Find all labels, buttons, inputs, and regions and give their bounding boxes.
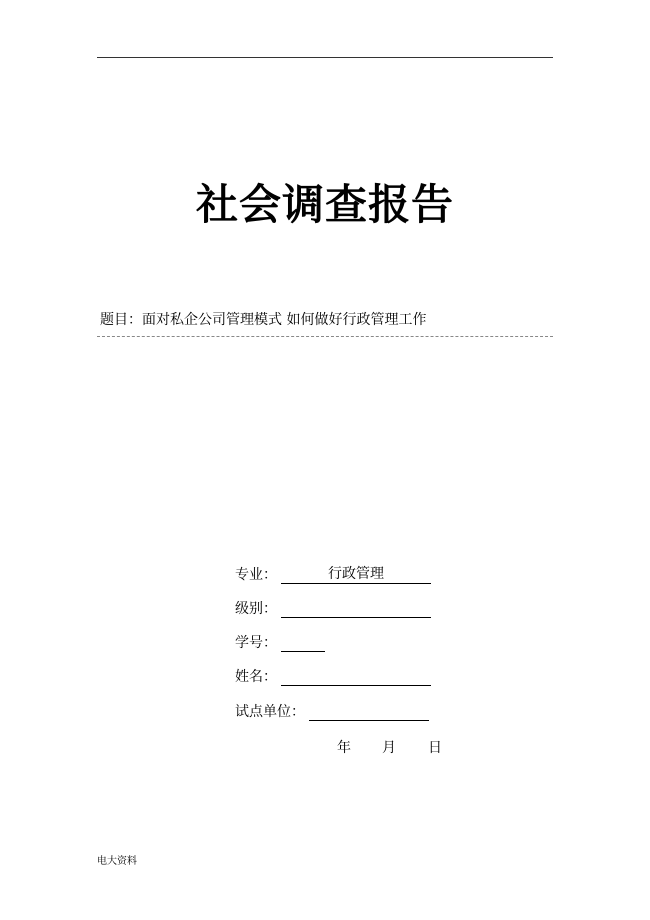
date-day: 日: [428, 740, 442, 756]
unit-label: 试点单位：: [235, 704, 305, 720]
major-value: 行政管理: [281, 565, 431, 584]
date-year: 年: [337, 740, 351, 756]
topic-line: [100, 309, 426, 329]
name-field: [235, 666, 431, 686]
student-id-value: [281, 633, 325, 652]
major-label: 专业：: [235, 567, 277, 583]
name-value: [281, 667, 431, 686]
unit-field: [235, 701, 429, 721]
topic-divider: [97, 336, 553, 337]
date-month: 月: [382, 740, 396, 756]
grade-label: 级别：: [235, 601, 277, 617]
name-label: 姓名：: [235, 669, 277, 685]
unit-value: [309, 702, 429, 721]
topic-text: 面对私企公司管理模式 如何做好行政管理工作: [142, 312, 427, 328]
major-field: [235, 564, 431, 584]
student-id-field: [235, 632, 325, 652]
top-divider: [97, 57, 553, 58]
report-title: 社会调查报告: [195, 180, 454, 229]
topic-label: 题目：: [100, 312, 142, 328]
footer-text: 电大资料: [97, 856, 137, 867]
grade-field: [235, 598, 431, 618]
student-id-label: 学号：: [235, 635, 277, 651]
grade-value: [281, 599, 431, 618]
